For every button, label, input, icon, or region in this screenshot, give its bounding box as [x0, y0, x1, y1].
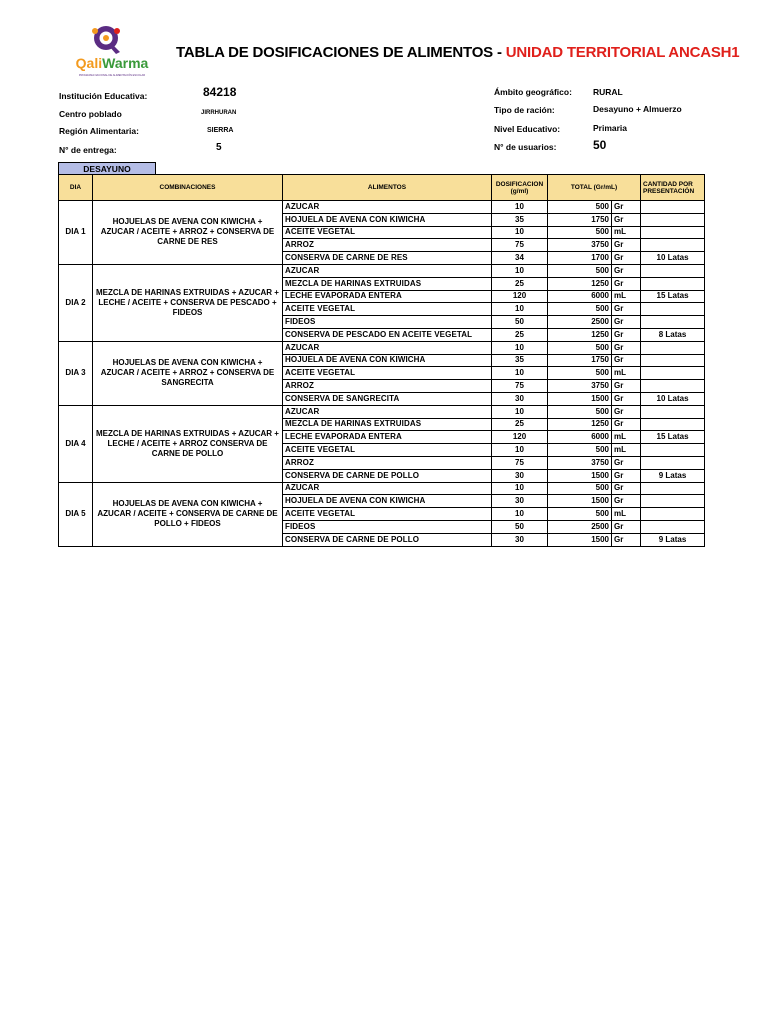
dosificacion-cell: 50	[492, 316, 548, 329]
dosificaciones-table	[58, 174, 705, 547]
alimento-cell: AZUCAR	[283, 482, 492, 495]
total-cell: 2500	[548, 520, 612, 533]
institucion-label: Institución Educativa:	[59, 91, 148, 101]
entrega-value: 5	[216, 142, 222, 153]
dia-cell: DIA 3	[59, 341, 93, 405]
presentacion-cell	[641, 405, 705, 418]
alimento-cell: AZUCAR	[283, 264, 492, 277]
unidad-cell: Gr	[612, 418, 641, 431]
dia-cell: DIA 2	[59, 264, 93, 341]
dosificacion-cell: 10	[492, 303, 548, 316]
total-cell: 3750	[548, 456, 612, 469]
brand-subtitle: PROGRAMA NACIONAL DE ALIMENTACIÓN ESCOLAR	[78, 74, 146, 77]
alimento-cell: ARROZ	[283, 239, 492, 252]
unidad-cell: Gr	[612, 239, 641, 252]
total-cell: 1250	[548, 328, 612, 341]
centro-label: Centro poblado	[59, 109, 122, 119]
dosificacion-cell: 30	[492, 533, 548, 546]
dosificacion-cell: 10	[492, 508, 548, 521]
header-dia: DIA	[59, 175, 93, 201]
table-row	[59, 201, 705, 214]
alimento-cell: FIDEOS	[283, 316, 492, 329]
presentacion-cell	[641, 354, 705, 367]
dosificacion-cell: 10	[492, 405, 548, 418]
presentacion-cell: 8 Latas	[641, 328, 705, 341]
unidad-cell: Gr	[612, 341, 641, 354]
alimento-cell: HOJUELA DE AVENA CON KIWICHA	[283, 354, 492, 367]
ambito-label: Ámbito geográfico:	[494, 87, 572, 97]
unidad-cell: Gr	[612, 277, 641, 290]
presentacion-cell	[641, 444, 705, 457]
presentacion-cell	[641, 264, 705, 277]
alimento-cell: MEZCLA DE HARINAS EXTRUIDAS	[283, 418, 492, 431]
presentacion-cell: 15 Latas	[641, 290, 705, 303]
region-value: SIERRA	[207, 127, 234, 134]
table-row	[59, 264, 705, 277]
header-dosificacion: DOSIFICACION (g/ml)	[492, 175, 548, 201]
unidad-cell: Gr	[612, 392, 641, 405]
section-tab-desayuno: DESAYUNO	[58, 162, 156, 175]
dosificacion-cell: 35	[492, 213, 548, 226]
alimento-cell: CONSERVA DE CARNE DE RES	[283, 252, 492, 265]
unidad-cell: Gr	[612, 380, 641, 393]
unidad-cell: mL	[612, 444, 641, 457]
alimento-cell: CONSERVA DE CARNE DE POLLO	[283, 469, 492, 482]
alimento-cell: ACEITE VEGETAL	[283, 367, 492, 380]
unidad-cell: Gr	[612, 469, 641, 482]
header-cantidad: CANTIDAD POR PRESENTACIÓN	[641, 175, 705, 201]
unidad-cell: Gr	[612, 405, 641, 418]
dosificacion-cell: 10	[492, 341, 548, 354]
dosificacion-cell: 25	[492, 418, 548, 431]
unidad-cell: Gr	[612, 533, 641, 546]
unidad-cell: mL	[612, 290, 641, 303]
racion-value: Desayuno + Almuerzo	[593, 104, 682, 114]
dosificacion-cell: 120	[492, 290, 548, 303]
presentacion-cell	[641, 213, 705, 226]
presentacion-cell	[641, 239, 705, 252]
total-cell: 2500	[548, 316, 612, 329]
ambito-value: RURAL	[593, 87, 623, 97]
total-cell: 1750	[548, 213, 612, 226]
dosificacion-cell: 35	[492, 354, 548, 367]
presentacion-cell	[641, 341, 705, 354]
title-unit: UNIDAD TERRITORIAL ANCASH1	[505, 44, 740, 61]
racion-label: Tipo de ración:	[494, 105, 555, 115]
header-total: TOTAL (Gr/mL)	[548, 175, 641, 201]
presentacion-cell	[641, 456, 705, 469]
table-row	[59, 482, 705, 495]
table-row	[59, 405, 705, 418]
dosificacion-cell: 34	[492, 252, 548, 265]
unidad-cell: mL	[612, 367, 641, 380]
dosificacion-cell: 10	[492, 367, 548, 380]
dia-cell: DIA 5	[59, 482, 93, 546]
dosificacion-cell: 120	[492, 431, 548, 444]
presentacion-cell	[641, 277, 705, 290]
alimento-cell: ARROZ	[283, 456, 492, 469]
alimento-cell: HOJUELA DE AVENA CON KIWICHA	[283, 495, 492, 508]
presentacion-cell: 9 Latas	[641, 469, 705, 482]
total-cell: 500	[548, 201, 612, 214]
unidad-cell: Gr	[612, 456, 641, 469]
dosificacion-cell: 10	[492, 482, 548, 495]
presentacion-cell: 10 Latas	[641, 252, 705, 265]
total-cell: 3750	[548, 380, 612, 393]
page-title	[176, 44, 739, 61]
total-cell: 1500	[548, 495, 612, 508]
total-cell: 1750	[548, 354, 612, 367]
alimento-cell: CONSERVA DE PESCADO EN ACEITE VEGETAL	[283, 328, 492, 341]
alimento-cell: AZUCAR	[283, 405, 492, 418]
presentacion-cell	[641, 380, 705, 393]
alimento-cell: AZUCAR	[283, 341, 492, 354]
institucion-value: 84218	[203, 85, 237, 99]
total-cell: 1500	[548, 392, 612, 405]
combinacion-cell: HOJUELAS DE AVENA CON KIWICHA + AZUCAR / ACEITE + ARROZ + CONSERVA DE CARNE DE RES	[93, 201, 283, 265]
qaliwarma-logo	[62, 24, 162, 82]
total-cell: 500	[548, 405, 612, 418]
dia-cell: DIA 4	[59, 405, 93, 482]
dosificacion-cell: 75	[492, 239, 548, 252]
title-main: TABLA DE DOSIFICACIONES DE ALIMENTOS -	[176, 44, 506, 61]
combinacion-cell: HOJUELAS DE AVENA CON KIWICHA + AZUCAR / ACEITE + CONSERVA DE CARNE DE POLLO + FIDEOS	[93, 482, 283, 546]
unidad-cell: Gr	[612, 328, 641, 341]
presentacion-cell	[641, 303, 705, 316]
dosificacion-cell: 10	[492, 201, 548, 214]
nivel-label: Nivel Educativo:	[494, 124, 561, 134]
table-row	[59, 341, 705, 354]
alimento-cell: LECHE EVAPORADA ENTERA	[283, 431, 492, 444]
presentacion-cell	[641, 226, 705, 239]
presentacion-cell	[641, 316, 705, 329]
total-cell: 3750	[548, 239, 612, 252]
dosificacion-cell: 50	[492, 520, 548, 533]
total-cell: 6000	[548, 431, 612, 444]
dosificacion-cell: 30	[492, 495, 548, 508]
unidad-cell: Gr	[612, 213, 641, 226]
unidad-cell: Gr	[612, 303, 641, 316]
header-combinaciones: COMBINACIONES	[93, 175, 283, 201]
total-cell: 500	[548, 226, 612, 239]
alimento-cell: FIDEOS	[283, 520, 492, 533]
presentacion-cell	[641, 418, 705, 431]
presentacion-cell	[641, 508, 705, 521]
presentacion-cell	[641, 520, 705, 533]
dosificacion-cell: 10	[492, 226, 548, 239]
header-alimentos: ALIMENTOS	[283, 175, 492, 201]
total-cell: 1250	[548, 277, 612, 290]
dosificacion-cell: 75	[492, 456, 548, 469]
total-cell: 1700	[548, 252, 612, 265]
unidad-cell: Gr	[612, 495, 641, 508]
total-cell: 1250	[548, 418, 612, 431]
unidad-cell: mL	[612, 508, 641, 521]
unidad-cell: Gr	[612, 264, 641, 277]
usuarios-label: N° de usuarios:	[494, 142, 557, 152]
presentacion-cell	[641, 495, 705, 508]
total-cell: 1500	[548, 533, 612, 546]
alimento-cell: ACEITE VEGETAL	[283, 444, 492, 457]
dosificacion-cell: 30	[492, 392, 548, 405]
dosificacion-cell: 10	[492, 444, 548, 457]
alimento-cell: ACEITE VEGETAL	[283, 303, 492, 316]
combinacion-cell: HOJUELAS DE AVENA CON KIWICHA + AZUCAR / ACEITE + ARROZ + CONSERVA DE SANGRECITA	[93, 341, 283, 405]
presentacion-cell	[641, 482, 705, 495]
unidad-cell: Gr	[612, 354, 641, 367]
alimento-cell: ACEITE VEGETAL	[283, 226, 492, 239]
alimento-cell: CONSERVA DE SANGRECITA	[283, 392, 492, 405]
total-cell: 500	[548, 367, 612, 380]
table-header-row	[59, 175, 705, 201]
presentacion-cell	[641, 367, 705, 380]
alimento-cell: LECHE EVAPORADA ENTERA	[283, 290, 492, 303]
combinacion-cell: MEZCLA DE HARINAS EXTRUIDAS + AZUCAR + LECHE / ACEITE + ARROZ CONSERVA DE CARNE DE POLLO	[93, 405, 283, 482]
total-cell: 500	[548, 303, 612, 316]
alimento-cell: AZUCAR	[283, 201, 492, 214]
alimento-cell: CONSERVA DE CARNE DE POLLO	[283, 533, 492, 546]
unidad-cell: Gr	[612, 316, 641, 329]
total-cell: 500	[548, 508, 612, 521]
alimento-cell: HOJUELA DE AVENA CON KIWICHA	[283, 213, 492, 226]
alimento-cell: ARROZ	[283, 380, 492, 393]
total-cell: 500	[548, 482, 612, 495]
alimento-cell: ACEITE VEGETAL	[283, 508, 492, 521]
table-body	[59, 201, 705, 547]
unidad-cell: Gr	[612, 201, 641, 214]
dosificacion-cell: 30	[492, 469, 548, 482]
dosificacion-cell: 25	[492, 328, 548, 341]
dia-cell: DIA 1	[59, 201, 93, 265]
presentacion-cell: 9 Latas	[641, 533, 705, 546]
total-cell: 6000	[548, 290, 612, 303]
unidad-cell: Gr	[612, 252, 641, 265]
total-cell: 1500	[548, 469, 612, 482]
presentacion-cell: 10 Latas	[641, 392, 705, 405]
qaliwarma-logo-icon	[62, 24, 162, 82]
total-cell: 500	[548, 264, 612, 277]
entrega-label: N° de entrega:	[59, 145, 117, 155]
alimento-cell: MEZCLA DE HARINAS EXTRUIDAS	[283, 277, 492, 290]
unidad-cell: mL	[612, 226, 641, 239]
centro-value: JIRRHURAN	[201, 110, 237, 116]
unidad-cell: Gr	[612, 482, 641, 495]
combinacion-cell: MEZCLA DE HARINAS EXTRUIDAS + AZUCAR + LECHE / ACEITE + CONSERVA DE PESCADO + FIDEOS	[93, 264, 283, 341]
unidad-cell: mL	[612, 431, 641, 444]
total-cell: 500	[548, 444, 612, 457]
dosificacion-cell: 25	[492, 277, 548, 290]
brand-name: QaliWarma	[75, 55, 149, 71]
region-label: Región Alimentaria:	[59, 126, 139, 136]
nivel-value: Primaria	[593, 123, 628, 133]
total-cell: 500	[548, 341, 612, 354]
dosificacion-cell: 10	[492, 264, 548, 277]
presentacion-cell	[641, 201, 705, 214]
dosificacion-cell: 75	[492, 380, 548, 393]
presentacion-cell: 15 Latas	[641, 431, 705, 444]
unidad-cell: Gr	[612, 520, 641, 533]
usuarios-value: 50	[593, 138, 607, 152]
